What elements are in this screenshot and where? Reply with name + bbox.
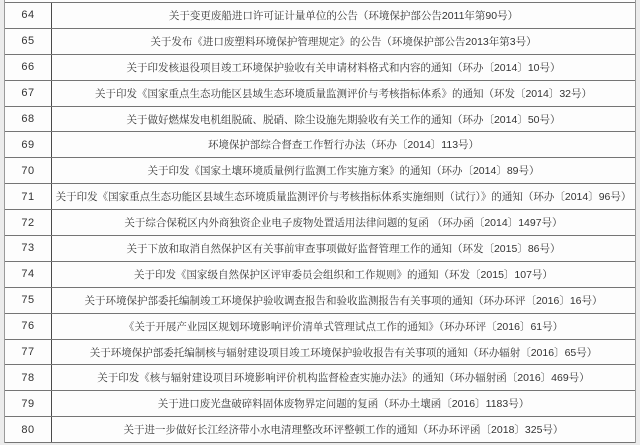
row-number: 79 [5, 391, 52, 416]
row-title: 关于综合保税区内外商独资企业电子废物处置适用法律问题的复函 （环办函〔2014〕1497号） [124, 217, 563, 230]
row-title: 关于印发《国家土壤环境质量例行监测工作实施方案》的通知（环办〔2014〕89号） [147, 165, 540, 178]
row-number: 67 [5, 81, 52, 106]
row-number: 75 [5, 288, 52, 313]
row-title: 关于印发核退役项目竣工环境保护验收有关申请材料格式和内容的通知（环办〔2014〕10号） [126, 61, 561, 74]
table-row [5, 132, 635, 158]
table-row [5, 55, 635, 81]
table-row [5, 340, 635, 366]
row-title: 关于做好燃煤发电机组脱硫、脱硝、除尘设施先期验收有关工作的通知（环办〔2014〕50号） [126, 113, 561, 126]
table-row [5, 158, 635, 184]
row-number: 74 [5, 262, 52, 287]
row-number: 72 [5, 210, 52, 235]
regulation-list-table [4, 0, 636, 443]
row-title: 关于进口废光盘破碎料固体废物界定问题的复函（环办土壤函〔2016〕1183号） [157, 398, 530, 411]
table-row [5, 391, 635, 417]
row-title: 关于印发《国家重点生态功能区县域生态环境质量监测评价与考核指标体系实施细则（试行）》的通知（环办〔2014〕96号） [55, 191, 632, 204]
row-title: 关于环境保护部委托编制核与辐射建设项目竣工环境保护验收报告有关事项的通知（环办辐射〔2016〕65号） [89, 346, 598, 359]
table-row [5, 210, 635, 236]
row-title: 关于印发《国家重点生态功能区县域生态环境质量监测评价与考核指标体系》的通知（环发〔2014〕32号） [94, 87, 593, 100]
row-number: 80 [5, 417, 52, 442]
table-row [5, 184, 635, 210]
row-title: 环境保护部综合督查工作暂行办法（环办〔2014〕113号） [207, 139, 480, 152]
row-number: 66 [5, 55, 52, 80]
row-title: 关于下放和取消自然保护区有关事前审查事项做好监督管理工作的通知（环发〔2015〕86号） [126, 242, 561, 255]
table-row [5, 3, 635, 29]
row-title: 《关于开展产业园区规划环境影响评价清单式管理试点工作的通知》（环办环评〔2016〕61号） [123, 320, 564, 333]
row-number: 78 [5, 365, 52, 390]
row-number: 70 [5, 158, 52, 183]
row-number: 64 [5, 3, 52, 28]
row-number: 77 [5, 340, 52, 365]
row-number: 69 [5, 132, 52, 157]
table-row [5, 314, 635, 340]
table-row [5, 417, 635, 443]
row-title: 关于印发《核与辐射建设项目环境影响评价机构监督检查实施办法》的通知（环办辐射函〔2016〕469号） [97, 372, 590, 385]
table-row [5, 262, 635, 288]
table-row [5, 236, 635, 262]
row-number: 73 [5, 236, 52, 261]
row-number: 68 [5, 107, 52, 132]
row-title: 关于发布《进口废塑料环境保护管理规定》的公告（环境保护部公告2013年第3号） [150, 35, 537, 48]
row-title: 关于环境保护部委托编制竣工环境保护验收调查报告和验收监测报告有关事项的通知（环办环评〔2016〕16号） [84, 294, 603, 307]
table-row [5, 365, 635, 391]
row-title: 关于印发《国家级自然保护区评审委员会组织和工作规则》的通知（环发〔2015〕107号） [134, 268, 553, 281]
row-number: 71 [5, 184, 52, 209]
table-row [5, 81, 635, 107]
table-row [5, 29, 635, 55]
row-title: 关于进一步做好长江经济带小水电清理整改环评整顿工作的通知（环办环评函〔2018〕325号） [123, 424, 564, 437]
row-number: 65 [5, 29, 52, 54]
table-row [5, 107, 635, 133]
row-number: 76 [5, 314, 52, 339]
table-row [5, 288, 635, 314]
row-title: 关于变更废船进口许可证计量单位的公告（环境保护部公告2011年第90号） [168, 9, 519, 22]
